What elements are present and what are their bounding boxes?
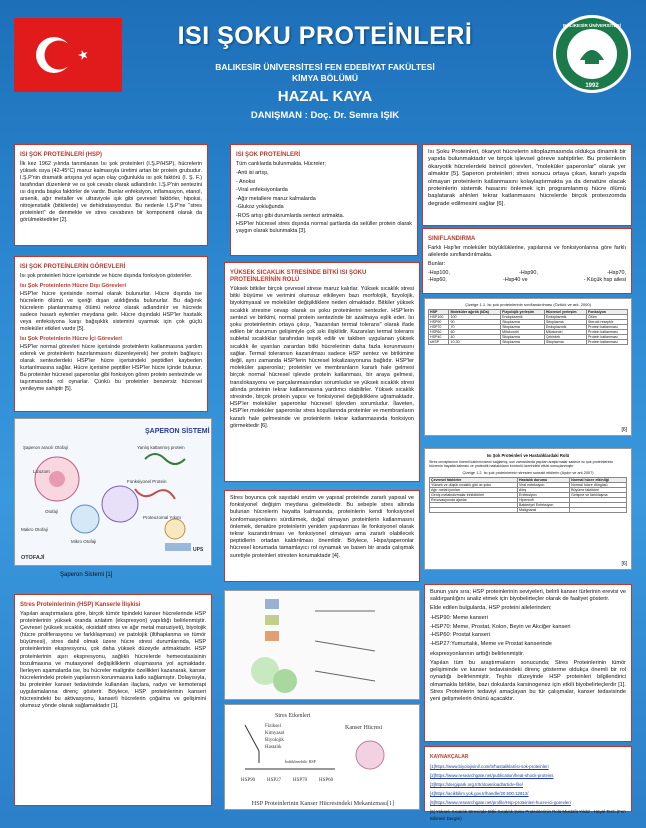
svg-text:Şaperon aracılı Otofaji: Şaperon aracılı Otofaji [23, 445, 68, 450]
table-row [430, 507, 627, 512]
university-logo [552, 14, 632, 94]
list-title: Bunlar: [428, 261, 446, 267]
page-title: ISI ŞOKU PROTEİNLERİ [177, 22, 473, 50]
table-cell: Sitoplazma [501, 340, 545, 345]
table-cell: HSP90 [429, 320, 449, 325]
table-header: HSP [429, 310, 449, 315]
table-cell: Büyüme faktörleri [570, 487, 627, 492]
reference-link[interactable]: [4]https://acikbilim.yok.gov.tr/handle/20.500.12812/ [430, 791, 529, 796]
table-cell: Ağır metal iyonları [430, 487, 518, 492]
hsp-functions-section [14, 256, 208, 412]
table-cell: Gelişme ve farklılaşma [570, 492, 627, 497]
table-cell: Ateş [518, 487, 570, 492]
disease-table-figure [424, 448, 632, 570]
svg-text:Fiziksel: Fiziksel [265, 724, 281, 729]
table-cell: 60 [449, 330, 501, 335]
table-cell [570, 507, 627, 512]
section-heading: ISI ŞOK PROTEİNLERİ (HSP) [20, 152, 103, 158]
svg-text:Makro Otofaji: Makro Otofaji [21, 527, 48, 532]
disease-table [429, 477, 627, 513]
table-cell: Endoplazmik [544, 315, 586, 320]
table-cell: Viral enfeksiyon [518, 482, 570, 487]
table-header: Moleküler ağırlık (kDa) [449, 310, 501, 315]
list-item: -Hsp90, [519, 270, 538, 276]
cause-list [236, 170, 412, 220]
svg-text:Stres Etkenleri: Stres Etkenleri [275, 713, 311, 719]
section-intro: Isı şok proteinleri hücre içerisinde ve hücre dışında fonksiyon gösterirler. [20, 273, 193, 279]
section-intro: Tüm canlılarda bulunmakta. Hücreler; [236, 161, 326, 167]
table-cell: HSP100 [429, 315, 449, 320]
list-item: -Glukoz yokluğunda [236, 204, 284, 210]
table-cell: Sitoplazma [544, 320, 586, 325]
table-header: Hastalık durumu [518, 477, 570, 482]
table-cell: Geniş metabolizmalar inhibitörleri [430, 492, 518, 497]
table-header: Hücresel yerleşim [544, 310, 586, 315]
section-text: HSP'ler normal görevleri hücre içerisinde proteinlerin katlanmasına yardım ederek ve proteinlerin hazırlanmasını düzenleyerek) her protein bağlayıcı olarak sentezlerdeki HSP'ler hücre içerisindeki peptidleri kaybeden kurtarılmasına sağlar. Hücre içerisine peptitler HSP'ler hücre içinde bulunur. Bu proteinler hücresel şaperonlar gibi fonksiyon gören protein sentezinde ve taşınmasında rol oynarlar. Çünkü bu proteinler benzersiz hücresel yenileyme sahiptir [5]. [20, 344, 202, 392]
classification-section [422, 228, 632, 294]
table-cell: 10-30 [449, 340, 501, 345]
svg-text:Biyolojik: Biyolojik [265, 738, 284, 743]
table-header: Çevresel faktörler [430, 477, 518, 482]
svg-text:1992: 1992 [585, 83, 599, 89]
table-caption: Çizelge 1.1. Isı şok proteinlerinin sınıflandırılması (Öztürk ve ark. 2000) [465, 302, 591, 307]
section-text: HSP'ler hücre içerisinde normal olarak bulunurlar. Hücre dışında ise hücrelerin ölümü ve içeriği dışarı atıldığında bulunurlar. Bu dağınık hücrelerin planlanmamış ölümü nekroz olarak adlandırılır ve hücrede sadece hasarlı eylemler meydana gelir. Hücre dışındaki HSP'ler hastalık veya enfeksiyona karşı bağışıklık sistemini uyarmak için çok güçlü moleküler etkileri vardır [5]. [20, 291, 202, 332]
table-cell: Normal hücre döngüsü [570, 482, 627, 487]
biomarker-section [424, 584, 632, 742]
table-cell: Bakteriyel Enfeksiyon [518, 502, 570, 507]
svg-text:HSP Proteinlerinin Kanser Hücr: HSP Proteinlerinin Kanser Hücresindeki Mekanizması[1] [251, 800, 395, 807]
hsp-intro-section [14, 144, 208, 246]
plant-hsp-section [224, 262, 420, 482]
table-ref: [6] [621, 427, 627, 433]
svg-text:HSP27: HSP27 [267, 778, 282, 783]
table-caption-text: Stres cevaplarının önemli katılımcılarını sağlamış, son zamanlarda yapılan araştırmalar sadece ısı şok proteinlerinin hücrenin hayatta kalması ve proteotik hastalıkların kontrolü üzerindeki etkisi sonuçlanmıştır [429, 460, 614, 469]
list-item: -Hsp70, [607, 270, 626, 276]
table-cell: Enfeksiyon [518, 492, 570, 497]
table-cell: 100 [449, 315, 501, 320]
table-cell: Mitokondri [501, 330, 545, 335]
svg-text:Mikro Otofaji: Mikro Otofaji [71, 539, 97, 544]
hsp-cancer-mechanism-figure [224, 704, 420, 810]
hsp-family-row [428, 277, 626, 284]
table-row [429, 340, 628, 345]
table-header: Fonksiyon [587, 310, 628, 315]
turkish-flag [14, 18, 122, 92]
table-cell: Çekirdek [544, 335, 586, 340]
list-item: -HSP27:Yumurtalık, Meme ve Prostat kanserinde [430, 641, 552, 648]
section-intro: Elde edilen bulgularda, HSP proteini ailelerinden; [430, 605, 552, 612]
table-cell: Yüksek ve düşük sıcaklık gibi ısı şoku [430, 482, 518, 487]
svg-text:İndüklenebilir HSP: İndüklenebilir HSP [285, 759, 316, 764]
svg-text:UPS: UPS [193, 547, 204, 553]
hsp-family-row [428, 270, 626, 277]
svg-text:OTOFAJİ: OTOFAJİ [21, 555, 45, 561]
table-caption-title: Isı Şok Proteinleri ve Hastalıklardaki Rolü [486, 453, 570, 458]
subsection-heading: Isı Şok Proteinlerin Hücre Dışı Görevleri [20, 283, 127, 289]
table-cell: Ölüm [587, 315, 628, 320]
svg-text:Fonksiyonel Protein: Fonksiyonel Protein [127, 479, 167, 484]
list-item: -HSP70: Meme, Prostat, Kolon, Beyin ve Akciğer kanseri [430, 623, 571, 630]
svg-text:Hastalık: Hastalık [265, 745, 282, 750]
cancer-relation-section [14, 594, 212, 806]
stress-protection-section [224, 490, 420, 582]
table-cell: Protein katlanması [587, 340, 628, 345]
section-heading: YÜKSEK SICAKLIK STRESİNDE BİTKİ ISI ŞOKU PROTEİNLERİNİN ROLÜ [230, 270, 367, 283]
svg-text:Kimyasal: Kimyasal [265, 731, 285, 736]
svg-text:BALIKESİR ÜNİVERSİTESİ: BALIKESİR ÜNİVERSİTESİ [563, 23, 621, 28]
table-cell: 70 [449, 325, 501, 330]
list-item: - Anoksi [236, 178, 256, 185]
section-text: İlk kez 1962 yılında tanımlanan Isı şok proteinleri (I.Ş.P/HSP), hücrelerin yüksek ısıya (42-45°C) maruz kalmasıyla üretimi artan bir protein grubudur. I.Ş.P'nin dramatik artışına yol açan olay çoğunlukla ısı şok faktörü (I. Ş. F.) tarafından düzenlenir ve ısı şok cevabı olarak adlandırılır. I.Ş.P'nin sentezini ısı dışında başka faktörler de vardır. Bunlar enfeksiyon, inflamasyon, etanol, arsenik, ağır metaller ve ultraviyole ışık gibi çevresel faktörler, hipoksi, nitrojenstatik (bitkilerde) ve dehidratasyondur. Bu nedenle I.Ş.P'ne "stres proteinleri" de denmekte ve stres cevabının bir komponenti olarak da görülmektedirler [2]. [20, 161, 202, 223]
chaperone-text-section [422, 144, 632, 226]
section-text: Farklı Hsp'ler moleküler büyüklüklerine, yapılarına ve fonksiyonlarına göre farklı ailelerde sınıflandırılmakta. [428, 245, 626, 258]
author-name: HAZAL KAYA [277, 88, 373, 105]
reference-link[interactable]: [1]https://www.biyolojisinif.com/tr/hastaliklar/isi-sok-proteinleri [430, 764, 549, 769]
cancer-mechanism-diagram [225, 705, 421, 811]
table-cell: 40 [449, 335, 501, 340]
section-text: Yapılan tüm bu araştırmaların sonucunda; Stres Proteinlerinin tümör gelişiminde ve kanser tedavisindeki direnç gösterme oldukça önemli bir rol oynadığı belirlenmiştir. Teşhis düzeyinde HSP proteinleri bilgilendirici olmamakla birlikte, bazı dokularda karsinogenez için etkili biyobelirteçlerdir [1]. Stres Proteinlerin tedaviyi amaçlayan bu tür çalışmalar, kanser tedavisinde yeni gelişmelerin önünü açacaktır. [430, 660, 626, 702]
table-cell: HSP40 [429, 335, 449, 340]
chaperone-diagram [15, 419, 213, 567]
table-cell: Protein katlanması [587, 330, 628, 335]
reference-link[interactable]: [5]https://www.researchgate.net/profile/Hsp-proteinleri-hucre-ici-gorevleri [430, 800, 571, 805]
university-seal-icon [552, 14, 632, 94]
svg-text:ŞAPERON SİSTEMİ: ŞAPERON SİSTEMİ [145, 428, 210, 435]
advisor-name: DANIŞMAN : Doç. Dr. Semra IŞIK [250, 110, 400, 121]
table-cell: Sitoplazma [544, 340, 586, 345]
table-cell: Endoplazmik [544, 325, 586, 330]
references-section [424, 746, 632, 821]
list-item: -HSP90: Meme kanseri [430, 615, 488, 622]
reference-link[interactable]: [2]https://www.researchgate.net/publication/heat-shock-proteins [430, 773, 554, 778]
table-cell: Mitokondri [544, 330, 586, 335]
svg-text:Proteozomal Yıkım: Proteozomal Yıkım [143, 515, 181, 520]
table-row [430, 482, 627, 487]
hsp-list-section [230, 144, 418, 256]
section-outro: HSP'ler hücresel stres dışında normal şartlarda da selüller protein olarak yaygın olarak bulunmakta [3]. [236, 221, 412, 234]
list-item: -Anti isi artışı, [236, 170, 269, 176]
list-item: -ROS artışı gibi durumlarda sentezi artmakta. [236, 212, 345, 219]
table-cell: HSP70 [429, 325, 449, 330]
reference-link[interactable]: [3]https://dergipark.org.tr/tr/download/article-file/ [430, 782, 523, 787]
flag-icon [14, 18, 122, 92]
section-text: Yapılan araştırmalara göre, birçok tümör tipindeki kanser hücrelerinde HSP proteinlerinin yüksek oranda anlatım (ekspresyon) yapıldığı belirlenmiştir. Çevresel (yüksek sıcaklık, oksidatif stres ve ağır metal maruziyeti), biyolojik (hücre proliferasyonu ve farklılaşması) ve patolojik (iltihaplanma ve tümör büyümesi), stres dahil olmak üzere hücre stresi durumlarında, HSP proteinlerinin ekspresyonu, çok daha yüksek düzeyde artmaktadır. HSP proteinlerinin aşırı ekspresyonu, sağlıklı hücrelerde hemeostasisinin bozulmasına ve mutasyonel değişikliklerin oluşmasına yol açmaktadır. İlerleyen aşamalarda ise, bu hücreler malignite özellikleri kazanarak, kanser hücrelerindeki protein yapılarının korunmasına katkı sağlamıştır. Dolayısıyla, bu proteinler kanser tedavisinde kullanılan ilaçlara, radyo ve kemoterapi uygulamalarına direnç gösterir. Böylece, HSP proteinlerinin kanseri hücresindeki bu aktivasyonu, kanserli hücrelerin çoğalma ve gelişimini olumsuz yönde olarak sağlamaktadır [1]. [20, 611, 206, 710]
list-item: -Hsp60, [428, 277, 447, 283]
faculty-name: BALIKESİR ÜNİVERSİTESİ FEN EDEBİYAT FAKÜLTESİ KİMYA BÖLÜMÜ [215, 62, 435, 83]
subsection-heading: Isı Şok Proteinlerin Hücre İçi Görevleri [20, 336, 122, 342]
table-cell: 90 [449, 320, 501, 325]
section-text: Isı Şoku Proteinleri, ökaryot hücrelerin sitoplazmasında oldukça dinamik bir yapıda bulunmaktadır ve birçok işlevsel göreve sahiptirler. Bu proteinlerin ökaryotik hücrelerdeki birincil görevleri, "moleküler şaperonlar" olarak yer almaktır [5]. Şaperon proteinleri; stres sonucu ortaya çıkan, kararlı yapıda olmayan proteinlerin katlanmasını kolaylaştırmakta ya da denatüre olacak proteinlerin sistemik hasarını önlemek için programlanmış hücre ölümü başlatarak ahlnleri tekrar katlanmasını hücrelerde birçok proteozomda degrade edilmesini sağlar [6]. [428, 149, 626, 207]
svg-text:HSP60: HSP60 [319, 778, 334, 783]
section-intro: Bunun yanı sıra; HSP proteinlerinin seviyeleri, belirli kanser türlerinin erevisi ve saldırganlığını analiz etmek için biyobelirteçler olarak de faaliyet gösterir. [430, 589, 626, 603]
table-header: Fizyolojik yerleşim [501, 310, 545, 315]
table-cell: Endoplazmik [501, 315, 545, 320]
table-cell: Sitoplazma [501, 320, 545, 325]
list-item: -HSP60: Prostat kanseri [430, 632, 491, 639]
table-cell: Renovasyonda ajanlar [430, 497, 518, 502]
svg-text:Otofaji: Otofaji [45, 509, 59, 514]
table-cell: HSP60 [429, 330, 449, 335]
hsp-mechanism-figure-small [224, 590, 420, 700]
table-header: Normal hücre etkinliği [570, 477, 627, 482]
table-cell [430, 507, 518, 512]
table-row [430, 492, 627, 497]
section-heading: KAYNAKÇALAR [430, 754, 469, 760]
table-cell: Protein katlanması [587, 325, 628, 330]
mechanism-diagram [225, 591, 421, 701]
svg-text:Yanlış katlanmış protein: Yanlış katlanmış protein [137, 445, 185, 450]
table-cell: sHSP [429, 340, 449, 345]
table-cell: Malignansi [518, 507, 570, 512]
reference-list [430, 763, 626, 822]
section-text: ekspresyonlarının arttığı belirlenmiştir. [430, 651, 525, 658]
figure-caption: Şaperon Sistemi [1] [60, 572, 113, 578]
section-text: Yüksek bitkiler birçok çevresel strese maruz kalırlar. Yüksek sıcaklık stresi bitki büyüme ve verimini olumsuz etkileyen bazı morfolojik, fizyolojik, biyokimyasal ve moleküler değişikliklere neden olmaktadır. Bitkiler yüksek sıcaklık stresine cevap olarak ısı şoku proteinlerini sentezler. HSP'lerin sentezi ve birikimi, normal protein sentezinde bir azalmaya eşlik eder. Isı şoku proteinlerinin ortaya çıkışı, "kazanılan termal tolerans" olarak ifade edilen bir durumun gelişimiyle çok sıkı ilişkilidir. Kazanılan termal tolerans subletal sıcaklıklar tarafından teşvik edilir ve takiben uygulanan yüksek sıcaklık ile uyarılan zarardan bitki hücrelerinin daha fazla korunmasını sağlar. Termal toleransın kazanılması sadece HSP sentez ve birikimine değil, aynı zamanda HSP'lerin hücresel lokalizasyonuna bağlıdır. HSP'ler moleküler şaperonlar; proteinler ve membranların kararlı hale gelmesi birçok normal hücresel işlevde protein katlanması, bir araya gelmesi, translokasyonu ve parçalanmasından sorumludur ve yüksek sıcaklık stresi altında proteinin tekrar katlanmasına yardımcı olabilirler. Yüksek sıcaklık stresinde, birçok protein yapısı ve fonksiyonel değişikliklere uğramaktadır. HSP'ler moleküler şaperonlar hücresel işlevden sorumludur. İlaveten, HSP'ler moleküler şaperonlar stres koşullarında proteinler ve membranların kararlı hale gelmesinde ve proteinlerin tekrar katlanmasında fonksiyon görmektedir [6]. [230, 286, 414, 429]
table-cell: Hipertrofi [518, 497, 570, 502]
section-heading: ISI ŞOK PROTEİNLERİ [236, 152, 301, 158]
table-cell: Sitoplazma [501, 335, 545, 340]
list-item: - Küçük hsp ailesi [583, 277, 626, 283]
svg-text:HSP90: HSP90 [241, 778, 256, 783]
reference-item: [6] Yüksek Sıcaklık Stresinde Bitki Sıcaklık Şoku Proteinlerinin Rolü Mustafa Yıldız , Hayal Terzi (Fen Bilimleri Dergisi) [430, 809, 626, 821]
section-heading: Stres Proteinlerinin (HSP) Kanserle İlişkisi [20, 602, 141, 608]
svg-text:Kanser Hücresi: Kanser Hücresi [345, 725, 383, 731]
classification-table [428, 309, 628, 345]
classification-table-figure [424, 298, 632, 436]
list-item: -Hsp40 ve [503, 277, 528, 283]
section-text: Stres boyunca çok sayıdaki enzim ve yapısal proteinde zararlı yapısal ve fonksiyonel değişim meydana gelmektedir. Bu sebeple stres altında bulunan hücrelerin hayatta kalmasında, proteinlerin kendi fonksiyonel konformasyonlarını sürdürmek, doğal olmayan proteinlerin katlanmasını önlemek, denatüre proteinlerin yeniden yapılanması ile fonksiyonel olarak tekrar kazandırılması ve fonksiyonel olmayan ama zararlı olabilecek peptidlerin ortadan kaldırılması önemlidir. Böylece, Hsps/şaperonlar hücresel korumada tamamlayıcı rol oynamak ve basen bir arada çalışmak suretiyle proteinleri stresten korumaktadır [4]. [230, 495, 414, 559]
list-item: -Hsp100, [428, 270, 450, 276]
svg-text:HSP70: HSP70 [293, 778, 308, 783]
table-cell: Sitoplazma [501, 325, 545, 330]
list-item: -Ağır metallere maruz kalmalarda [236, 195, 316, 202]
section-heading: ISI ŞOK PROTEİNLERİN GÖREVLERİ [20, 264, 126, 270]
table-ref: [6] [621, 561, 627, 567]
table-caption: Çizelge 1.2. Isı şok proteinlerinin stresten sonraki etkilerin (Aydın ve ark 2007) [462, 470, 594, 475]
table-cell: Steroid reseptör [587, 320, 628, 325]
section-heading: SINIFLANDIRMA [428, 236, 476, 242]
chaperone-system-figure [14, 418, 212, 566]
table-cell: Protein katlanması [587, 335, 628, 340]
list-item: -Viral enfeksiyonlarda [236, 187, 288, 193]
cancer-list [430, 615, 626, 648]
svg-text:Lizozom: Lizozom [33, 469, 50, 474]
